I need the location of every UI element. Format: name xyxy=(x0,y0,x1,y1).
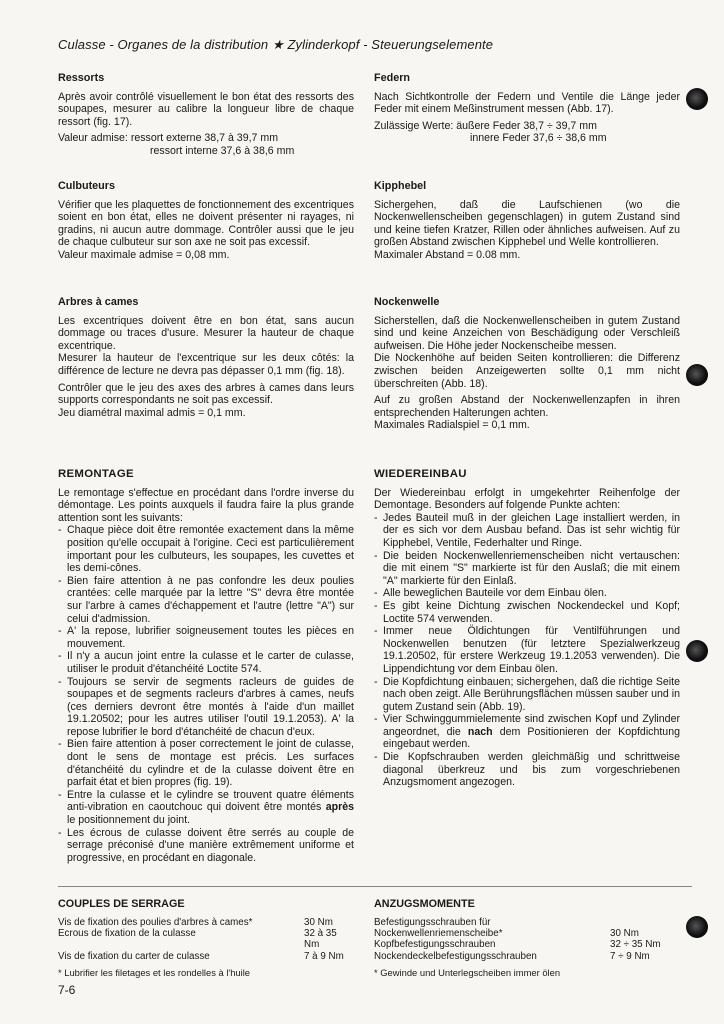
text-culbuteurs: Vérifier que les plaquettes de fonctionnement des excentriques soient en bon état, elles ne doivent présenter ni rayages, ni gradins, ni aucun autre dommage. Contrôler aussi que le jeu de chaque culbuteur sur son axe ne soit pas excessif. xyxy=(58,198,354,249)
binder-hole-icon xyxy=(686,916,708,938)
section-culbuteurs xyxy=(58,180,354,266)
value-federn-innen: innere Feder 37,6 ÷ 38,6 mm xyxy=(470,132,607,145)
list-text: dem Positionieren der Kopfdichtung eingebaut werden. xyxy=(383,725,680,751)
torque-label: Vis de fixation du carter de culasse xyxy=(58,950,210,962)
section-arbres xyxy=(58,296,354,423)
list-remontage xyxy=(58,524,354,864)
section-anzug xyxy=(374,898,680,980)
torque-value: 7 ÷ 9 Nm xyxy=(610,950,650,962)
text-nockenwelle-1: Sicherstellen, daß die Nockenwellenscheiben in gutem Zustand sind und keine Anzeichen von Beschädigung oder Verschleiß aufweisen. Die Höhe jeder Nockenscheibe messen. xyxy=(374,314,680,352)
table-row xyxy=(374,951,661,962)
heading-ressorts: Ressorts xyxy=(58,72,105,84)
list-wiedereinbau xyxy=(374,512,680,789)
binder-hole-icon xyxy=(686,640,708,662)
text-arbres-2: Mesurer la hauteur de l'excentrique sur les deux côtés: la différence de lecture ne devra pas dépasser 0,1 mm (fig. 18). xyxy=(58,352,354,377)
torque-label: Befestigungsschrauben für Nockenwellenriemenscheibe* xyxy=(374,916,503,939)
torque-value: 32 à 35 Nm xyxy=(304,928,337,951)
text-remontage-intro: Le remontage s'effectue en procédant dans l'ordre inverse du démontage. Les points auxquels il faudra faire la plus grande attention sont les suivants: xyxy=(58,486,354,524)
table-row xyxy=(374,939,661,950)
text-ressorts: Après avoir contrôlé visuellement le bon état des ressorts des soupapes, mesurer au calibre la longueur libre de chaque ressort (fig. 17). xyxy=(58,90,354,128)
table-anzug xyxy=(374,917,661,963)
text-kipphebel: Sichergehen, daß die Laufschienen (wo die Nockenwellenscheiben gegenschlagen) in gutem Zustand sind und keine tiefen Kratzer, Rillen oder ähnliches aufweisen. Auf zu großen Abstand zwischen Kipphebel und Welle kontrollieren. xyxy=(374,198,680,249)
section-federn xyxy=(374,72,680,145)
text-federn: Nach Sichtkontrolle der Federn und Ventile die Länge jeder Feder mit einem Meßinstrument messen (Abb. 17). xyxy=(374,90,680,116)
heading-federn: Federn xyxy=(374,72,410,84)
binder-hole-icon xyxy=(686,88,708,110)
list-item: - Die Kopfschrauben werden gleichmäßig und schrittweise diagonal überkreuz und bis zum vorgeschriebenen Anzugsmoment angezogen. xyxy=(374,751,680,789)
list-text: Entre la culasse et le cylindre se trouvent quatre éléments anti-vibration en caoutchouc qui doivent être montés xyxy=(67,788,354,814)
footnote-couples: * Lubrifier les filetages et les rondelles à l'huile xyxy=(58,967,250,979)
torque-value: 7 à 9 Nm xyxy=(304,950,344,962)
heading-culbuteurs: Culbuteurs xyxy=(58,180,115,192)
section-remontage xyxy=(58,468,354,864)
list-item xyxy=(374,713,680,751)
heading-kipphebel: Kipphebel xyxy=(374,180,427,192)
table-row xyxy=(58,951,354,962)
section-wiedereinbau xyxy=(374,468,680,789)
list-text: Vier Schwinggummielemente sind zwischen Kopf und Zylinder angeordnet, die xyxy=(383,713,680,738)
section-divider xyxy=(58,886,692,887)
heading-couples: COUPLES DE SERRAGE xyxy=(58,898,185,910)
value-federn-aussen: Zulässige Werte: äußere Feder 38,7 ÷ 39,7 mm xyxy=(374,119,597,132)
list-item: - Bien faire attention à ne pas confondre les deux poulies crantées: celle marquée par la lettre "S" devra être montée sur l'arbre à cames d'échappement et l'autre (lettre "A") sur celui d'admission. xyxy=(58,575,354,625)
list-item: - Die beiden Nockenwellenriemenscheiben nicht vertauschen: die mit einem "S" markierte ist für den Auslaß; die mit einem "A" markierte für den Einlaß. xyxy=(374,550,680,588)
torque-label: Nockendeckelbefestigungsschrauben xyxy=(374,950,537,962)
value-nockenwelle: Maximales Radialspiel = 0,1 mm. xyxy=(374,419,530,432)
emphasis-apres: après xyxy=(325,801,354,814)
torque-value: 32 ÷ 35 Nm xyxy=(610,939,661,951)
list-item: - Immer neue Öldichtungen für Ventilführungen und Nockenwellen benutzen (für letztere Spezialwerkzeug 19.1.20502, für erstere Werkzeug 19.1.2053 verwenden). Die Lippendichtung vor dem Einbau ölen. xyxy=(374,625,680,675)
value-kipphebel: Maximaler Abstand = 0.08 mm. xyxy=(374,248,521,261)
text-arbres-1: Les excentriques doivent être en bon état, sans aucun dommage ou traces d'usure. Mesurer la hauteur de chaque excentrique. xyxy=(58,314,354,352)
heading-nockenwelle: Nockenwelle xyxy=(374,296,440,308)
heading-remontage: REMONTAGE xyxy=(58,468,134,480)
torque-label: Kopfbefestigungsschrauben xyxy=(374,939,496,951)
torque-value: 30 Nm xyxy=(304,916,333,928)
text-wiedereinbau-intro: Der Wiedereinbau erfolgt in umgekehrter Reihenfolge der Demontage. Besonders auf folgende Punkte achten: xyxy=(374,486,680,512)
list-item: - Chaque pièce doit être remontée exactement dans la même position qu'elle occupait à l'origine. Ceci est particulièrement important pour les culbuteurs, les soupapes, les cuvettes et les demi-cônes. xyxy=(58,524,354,574)
torque-label: Ecrous de fixation de la culasse xyxy=(58,928,196,939)
table-row xyxy=(374,917,661,940)
page-number: 7-6 xyxy=(58,983,76,997)
torque-value: 30 Nm xyxy=(610,928,639,939)
list-item: - Es gibt keine Dichtung zwischen Nockendeckel und Kopf; Loctite 574 verwenden. xyxy=(374,600,680,625)
section-ressorts xyxy=(58,72,354,158)
list-item: - Les écrous de culasse doivent être serrés au couple de serrage préconisé d'une manière extrêmement uniforme et progressive, en procédant en diagonale. xyxy=(58,827,354,865)
value-ressorts-ext: Valeur admise: ressort externe 38,7 à 39,7 mm xyxy=(58,132,279,145)
list-item: - Die Kopfdichtung einbauen; sichergehen, daß die richtige Seite nach oben zeigt. Alle Berührungsflächen müssen sauber und in gutem Zustand sein (Abb. 19). xyxy=(374,676,680,714)
list-item: - Alle beweglichen Bauteile vor dem Einbau ölen. xyxy=(374,587,680,600)
list-item xyxy=(58,789,354,827)
list-text: le positionnement du joint. xyxy=(67,814,191,827)
table-row xyxy=(58,928,354,951)
list-item: - Jedes Bauteil muß in der gleichen Lage installiert werden, in der es sich vor dem Ausbau befand. Das ist sehr wichtig für Kipphebel, Ventile, Federhalter und Ringe. xyxy=(374,512,680,550)
value-ressorts-int: ressort interne 37,6 à 38,6 mm xyxy=(150,144,295,157)
list-item: - Toujours se servir de segments racleurs de guides de soupapes et de segments racleurs d'arbres à cames, neufs (ces derniers devront être montés à l'aide d'un maillet 19.1.20502; pour les autres utiliser l'outil 19.1.2053). A' la repose lubrifier le bord d'étanchéité de chacun d'eux. xyxy=(58,676,354,739)
value-arbres: Jeu diamétral maximal admis = 0,1 mm. xyxy=(58,406,246,419)
section-kipphebel xyxy=(374,180,680,266)
table-row xyxy=(58,917,354,928)
footnote-anzug: * Gewinde und Unterlegscheiben immer ölen xyxy=(374,967,561,979)
binder-hole-icon xyxy=(686,364,708,386)
emphasis-nach: nach xyxy=(467,725,493,738)
text-arbres-3: Contrôler que le jeu des axes des arbres à cames dans leurs supports correspondants ne soit pas excessif. xyxy=(58,381,354,407)
section-nockenwelle xyxy=(374,296,680,436)
torque-label: Vis de fixation des poulies d'arbres à cames* xyxy=(58,916,253,928)
list-item: - A' la repose, lubrifier soigneusement toutes les pièces en mouvement. xyxy=(58,625,354,650)
text-nockenwelle-3: Auf zu großen Abstand der Nockenwellenzapfen in ihren entsprechenden Halterungen achten. xyxy=(374,394,680,419)
page-header: Culasse - Organes de la distribution ★ Zylinderkopf - Steuerungselemente xyxy=(58,37,494,52)
text-nockenwelle-2: Die Nockenhöhe auf beiden Seiten kontrollieren: die Differenz zwischen beiden Anzeigewerten sollte 0,1 mm nicht überschreiten (Abb. 18). xyxy=(374,352,680,390)
list-item: - Bien faire attention à poser correctement le joint de culasse, dont le sens de montage est précis. Les surfaces d'étanchéité du cylindre et de la culasse doivent être en parfait état et bien propres (fig. 19). xyxy=(58,738,354,788)
heading-anzug: ANZUGSMOMENTE xyxy=(374,898,475,910)
section-couples xyxy=(58,898,354,980)
table-couples xyxy=(58,917,354,963)
value-culbuteurs: Valeur maximale admise = 0,08 mm. xyxy=(58,248,230,261)
heading-wiedereinbau: WIEDEREINBAU xyxy=(374,468,467,480)
heading-arbres: Arbres à cames xyxy=(58,296,139,308)
list-item: - Il n'y a aucun joint entre la culasse et le carter de culasse, utiliser le produit d'étanchéité Loctite 574. xyxy=(58,650,354,675)
